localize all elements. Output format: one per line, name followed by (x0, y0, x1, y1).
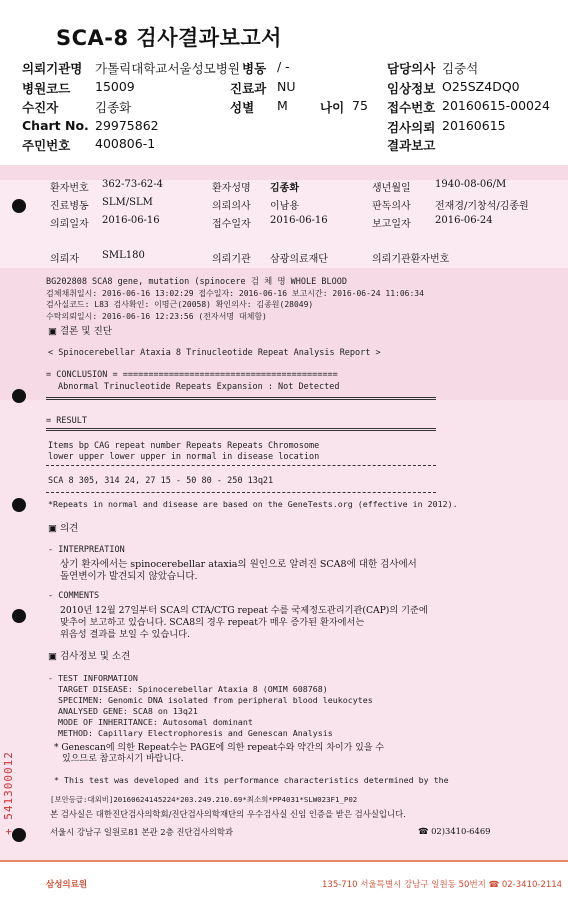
divider (46, 428, 436, 431)
table-row-sca8: SCA 8 305, 314 24, 27 15 - 50 80 - 250 13q21 (48, 476, 274, 486)
info-value: 1940-08-06/M (435, 179, 507, 190)
info-label: 의뢰기관환자번호 (372, 254, 450, 265)
info-value: 전재경/기창석/김종원 (435, 201, 529, 212)
section-heading-test-info: ▣ 검사정보 및 소견 (48, 651, 131, 662)
value-department: NU (277, 79, 296, 94)
value-clinical-info: O25SZ4DQ0 (442, 79, 520, 94)
info-label: 보고일자 (372, 219, 411, 230)
label-age: 나이 (320, 100, 345, 115)
value-accession: 20160615-00024 (442, 98, 550, 113)
test-info-label: - TEST INFORMATION (48, 673, 138, 683)
certification-note: 본 검사실은 대한진단검사의학회/진단검사의학재단의 우수검사실 신임 인증을 받은 검사실입니다. (50, 809, 406, 819)
test-info-line: ANALYSED GENE: SCA8 on 13q21 (58, 706, 198, 716)
value-request-date: 20160615 (442, 118, 506, 133)
info-row-3 (50, 215, 493, 230)
footer-brand: 삼성의료원 (46, 880, 88, 890)
value-age: 75 (352, 98, 368, 113)
test-line: 검사실코드: L83 검사확인: 이명근(20058) 확인의사: 김종원(28049) (46, 300, 314, 309)
report-header (0, 0, 568, 162)
info-label: 생년월일 (372, 183, 411, 194)
genescan-note: 있으므로 참고하시기 바랍니다. (62, 754, 184, 764)
interpretation-text: 상기 환자에서는 spinocerebellar ataxia의 원인으로 알려진 SCA8에 대한 검사에서 (60, 559, 417, 570)
conclusion-label: = CONCLUSION = ========================================== (46, 370, 338, 380)
section-heading-result: ▣ 결론 및 진단 (48, 326, 112, 337)
info-value: 김종화 (270, 183, 299, 194)
security-line: [보안등급:대외비]20160624145224*203.249.210.69*최소희*PP4031*SLW023F1_P02 (50, 795, 358, 804)
label-department: 진료과 (230, 81, 267, 96)
info-label: 의뢰기관 (212, 254, 251, 265)
table-header-1: Items bp CAG repeat number Repeats Repeats Chromosome (48, 441, 320, 451)
label-ward: 병동 (242, 61, 267, 76)
value-hospital-code: 15009 (95, 79, 135, 94)
label-resident-no: 주민번호 (22, 138, 71, 153)
table-divider (46, 492, 436, 493)
header-row-4 (22, 118, 506, 135)
info-value: 2016-06-24 (435, 215, 493, 226)
comments-text: 맞추어 보고하고 있습니다. SCA8의 경우 repeat가 매우 증가된 환자에서는 (60, 617, 365, 628)
info-label: 의뢰일자 (50, 219, 89, 230)
test-info-line: SPECIMEN: Genomic DNA isolated from peripheral blood leukocytes (58, 695, 373, 705)
conclusion-text: Abnormal Trinucleotide Repeats Expansion : Not Detected (58, 382, 340, 392)
header-row-2 (22, 79, 520, 97)
label-accession: 접수번호 (387, 100, 436, 115)
test-line: BG202808 SCA8 gene, mutation (spinocere 검 체 명 WHOLE BLOOD (46, 277, 347, 287)
value-ward: / - (277, 59, 290, 74)
value-resident-no: 400806-1 (95, 136, 156, 151)
info-label: 의뢰자 (50, 254, 79, 265)
punch-hole (12, 199, 26, 213)
result-label: = RESULT (46, 416, 87, 426)
info-value: 이남용 (270, 201, 299, 212)
report-subtitle: < Spinocerebellar Ataxia 8 Trinucleotide Repeat Analysis Report > (48, 348, 381, 358)
page-footer (0, 860, 568, 902)
label-sex: 성별 (230, 100, 255, 115)
info-value: 2016-06-16 (102, 215, 160, 226)
value-sex: M (277, 98, 288, 113)
label-institution: 의뢰기관명 (22, 61, 83, 76)
info-label: 환자성명 (212, 183, 251, 194)
comments-text: 2010년 12월 27일부터 SCA의 CTA/CTG repeat 수를 국제정도관리기관(CAP)의 기준에 (60, 605, 428, 616)
value-patient: 김종화 (95, 100, 132, 115)
test-line: 검체채취일시: 2016-06-16 13:02:29 접수일자: 2016-06-16 보고시간: 2016-06-24 11:06:34 (46, 289, 424, 298)
label-clinical-info: 임상정보 (387, 81, 436, 96)
info-value: SML180 (102, 250, 145, 261)
info-label: 환자번호 (50, 183, 89, 194)
info-label: 진료병동 (50, 201, 89, 212)
test-info-line: METHOD: Capillary Electrophoresis and Genescan Analysis (58, 728, 333, 738)
lab-address: 서울시 강남구 일원로81 본관 2층 진단검사의학과 (50, 827, 234, 837)
info-label: 접수일자 (212, 219, 251, 230)
label-result-report: 결과보고 (387, 138, 436, 153)
genescan-note: * Genescan에 의한 Repeat수는 PAGE에 의한 repeat수와 약간의 차이가 있을 수 (54, 743, 385, 753)
test-info-line: MODE OF INHERITANCE: Autosomal dominant (58, 717, 253, 727)
report-title: SCA-8 검사결과보고서 (56, 26, 282, 50)
test-info-line: TARGET DISEASE: Spinocerebellar Ataxia 8 (OMIM 608768) (58, 684, 328, 694)
info-row-2 (50, 197, 529, 212)
punch-hole (12, 389, 26, 403)
developed-note: * This test was developed and its performance characteristics determined by the (54, 775, 449, 785)
table-divider (46, 465, 436, 466)
table-footnote: *Repeats in normal and disease are based on the GeneTests.org (effective in 2012). (48, 499, 458, 509)
table-header-2: lower upper lower upper in normal in disease location (48, 452, 320, 462)
info-label: 의뢰의사 (212, 201, 251, 212)
label-patient: 수진자 (22, 100, 59, 115)
lab-phone: ☎ 02)3410-6469 (418, 826, 491, 836)
header-row-3 (22, 98, 550, 116)
label-hospital-code: 병원코드 (22, 81, 71, 96)
info-value: 삼광의료재단 (270, 254, 328, 265)
header-row-5 (22, 136, 436, 154)
value-institution: 가톨릭대학교서울성모병원 (95, 61, 240, 76)
interpretation-text: 돌연변이가 발견되지 않았습니다. (60, 571, 198, 582)
label-doctor: 담당의사 (387, 61, 436, 76)
info-value: 2016-06-16 (270, 215, 328, 226)
interpretation-label: - INTERPREATION (48, 545, 125, 555)
comments-label: - COMMENTS (48, 591, 100, 601)
divider (46, 397, 436, 400)
punch-hole (12, 498, 26, 512)
requester-row (50, 250, 450, 265)
info-label: 판독의사 (372, 201, 411, 212)
value-chart-no: 29975862 (95, 118, 159, 133)
comments-text: 위음성 결과를 보일 수 있습니다. (60, 629, 190, 640)
section-heading-opinion: ▣ 의견 (48, 523, 79, 534)
punch-hole (12, 609, 26, 623)
header-row-1 (22, 59, 479, 77)
value-doctor: 김중석 (442, 61, 479, 76)
label-chart-no: Chart No. (22, 118, 89, 133)
info-value: SLM/SLM (102, 197, 153, 208)
info-value: 362-73-62-4 (102, 179, 164, 190)
info-row-1 (50, 179, 507, 194)
footer-address: 135-710 서울특별시 강남구 일원동 50번지 ☎ 02-3410-2114 (322, 880, 563, 890)
label-request-date: 검사의뢰 (387, 120, 436, 135)
side-serial-number: + 541300012 (2, 751, 15, 835)
test-line: 수탁의뢰일시: 2016-06-16 12:23:56 (전자서명 대체함) (46, 312, 267, 321)
